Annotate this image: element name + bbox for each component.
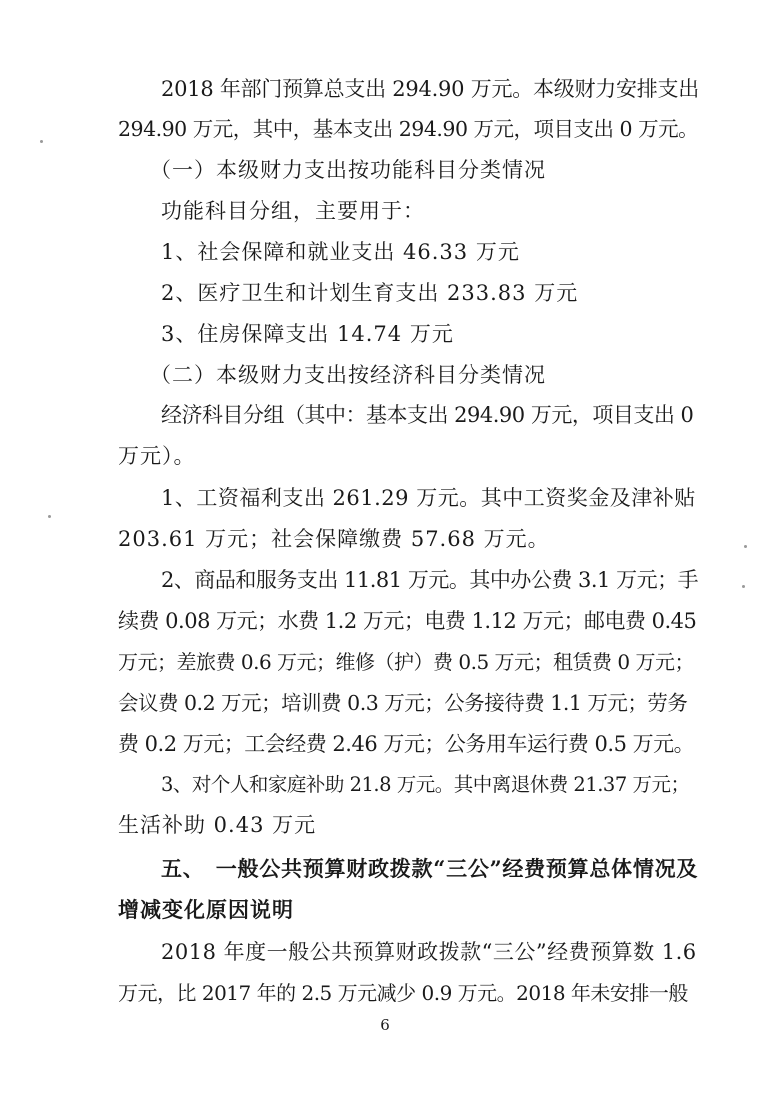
scan-speck xyxy=(744,545,747,548)
body-paragraph-line: 2018 年度一般公共预算财政拨款“三公”经费预算数 1.6 xyxy=(161,940,697,964)
list-item: 1、社会保障和就业支出 46.33 万元 xyxy=(161,240,520,264)
body-paragraph-line: 生活补助 0.43 万元 xyxy=(118,813,317,837)
body-paragraph-line: 203.61 万元；社会保障缴费 57.68 万元。 xyxy=(118,527,550,551)
body-paragraph-line: 2018 年部门预算总支出 294.90 万元。本级财力安排支出 xyxy=(161,77,699,101)
body-paragraph-line: 功能科目分组，主要用于： xyxy=(161,199,425,223)
list-item: 1、工资福利支出 261.29 万元。其中工资奖金及津补贴 xyxy=(161,486,696,510)
body-paragraph-line: 294.90 万元，其中，基本支出 294.90 万元，项目支出 0 万元。 xyxy=(118,117,699,141)
body-paragraph-line: 经济科目分组（其中：基本支出 294.90 万元，项目支出 0 xyxy=(161,403,694,427)
list-item: 2、商品和服务支出 11.81 万元。其中办公费 3.1 万元；手 xyxy=(161,568,699,592)
section-heading: （二）本级财力支出按经济科目分类情况 xyxy=(150,363,546,387)
scan-speck xyxy=(48,515,51,518)
scan-speck xyxy=(742,585,745,588)
page-number: 6 xyxy=(380,1016,390,1034)
chapter-heading: 五、 一般公共预算财政拨款“三公”经费预算总体情况及 xyxy=(161,856,699,881)
list-item: 3、对个人和家庭补助 21.8 万元。其中离退休费 21.37 万元； xyxy=(161,773,690,796)
chapter-heading: 增减变化原因说明 xyxy=(118,897,294,922)
body-paragraph-line: 万元）。 xyxy=(118,444,196,468)
list-item: 2、医疗卫生和计划生育支出 233.83 万元 xyxy=(161,281,579,305)
list-item: 3、住房保障支出 14.74 万元 xyxy=(161,322,454,346)
body-paragraph-line: 万元；差旅费 0.6 万元；维修（护）费 0.5 万元；租赁费 0 万元； xyxy=(118,650,694,674)
body-paragraph-line: 费 0.2 万元；工会经费 2.46 万元；公务用车运行费 0.5 万元。 xyxy=(118,732,695,756)
body-paragraph-line: 万元，比 2017 年的 2.5 万元减少 0.9 万元。2018 年未安排一般 xyxy=(118,981,688,1005)
body-paragraph-line: 续费 0.08 万元；水费 1.2 万元；电费 1.12 万元；邮电费 0.45 xyxy=(118,609,697,633)
section-heading: （一）本级财力支出按功能科目分类情况 xyxy=(150,158,546,182)
scan-speck xyxy=(40,140,43,143)
body-paragraph-line: 会议费 0.2 万元；培训费 0.3 万元；公务接待费 1.1 万元；劳务 xyxy=(118,691,688,715)
